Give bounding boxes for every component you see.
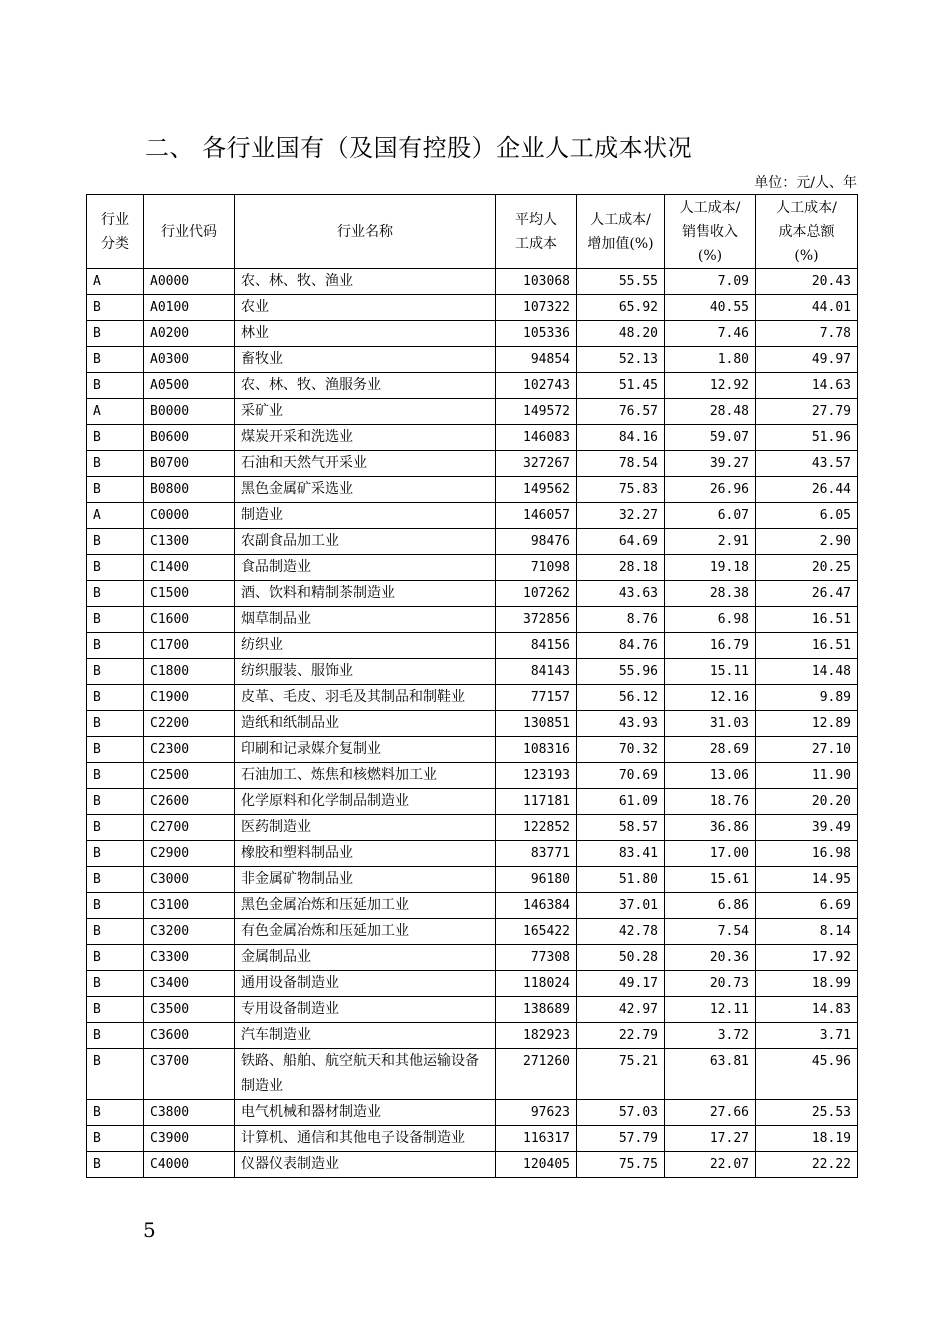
cost-added-value-cell: 84.76 <box>577 633 665 659</box>
cost-sales-cell: 28.69 <box>665 737 756 763</box>
cost-sales-cell: 6.07 <box>665 503 756 529</box>
cost-added-value-cell: 50.28 <box>577 945 665 971</box>
industry-category-cell: B <box>87 763 144 789</box>
table-row <box>87 451 858 477</box>
cost-total-cell: 25.53 <box>756 1100 858 1126</box>
industry-category-cell: B <box>87 529 144 555</box>
cost-added-value-cell: 75.21 <box>577 1049 665 1100</box>
header-avg-cost: 平均人 工成本 <box>496 195 577 269</box>
avg-cost-cell: 97623 <box>496 1100 577 1126</box>
industry-code-cell: C2300 <box>144 737 235 763</box>
cost-total-cell: 8.14 <box>756 919 858 945</box>
industry-code-cell: C2700 <box>144 815 235 841</box>
industry-name-cell: 化学原料和化学制品制造业 <box>235 789 496 815</box>
avg-cost-cell: 96180 <box>496 867 577 893</box>
table-row <box>87 607 858 633</box>
table-row <box>87 555 858 581</box>
cost-sales-cell: 12.16 <box>665 685 756 711</box>
industry-name-cell: 林业 <box>235 321 496 347</box>
avg-cost-cell: 165422 <box>496 919 577 945</box>
cost-total-cell: 20.43 <box>756 269 858 295</box>
table-row <box>87 347 858 373</box>
industry-code-cell: B0600 <box>144 425 235 451</box>
industry-name-cell: 农副食品加工业 <box>235 529 496 555</box>
page-heading: 二、 各行业国有（及国有控股）企业人工成本状况 <box>145 134 693 162</box>
cost-added-value-cell: 83.41 <box>577 841 665 867</box>
cost-sales-cell: 31.03 <box>665 711 756 737</box>
cost-total-cell: 11.90 <box>756 763 858 789</box>
cost-sales-cell: 6.86 <box>665 893 756 919</box>
cost-total-cell: 16.98 <box>756 841 858 867</box>
industry-name-cell: 专用设备制造业 <box>235 997 496 1023</box>
avg-cost-cell: 182923 <box>496 1023 577 1049</box>
industry-name-cell: 畜牧业 <box>235 347 496 373</box>
industry-name-cell: 农、林、牧、渔服务业 <box>235 373 496 399</box>
table-row <box>87 1126 858 1152</box>
cost-added-value-cell: 37.01 <box>577 893 665 919</box>
cost-added-value-cell: 43.63 <box>577 581 665 607</box>
cost-total-cell: 44.01 <box>756 295 858 321</box>
industry-category-cell: B <box>87 581 144 607</box>
industry-code-cell: B0000 <box>144 399 235 425</box>
industry-category-cell: B <box>87 477 144 503</box>
cost-total-cell: 18.99 <box>756 971 858 997</box>
avg-cost-cell: 118024 <box>496 971 577 997</box>
avg-cost-cell: 84156 <box>496 633 577 659</box>
industry-category-cell: B <box>87 789 144 815</box>
table-row <box>87 685 858 711</box>
industry-name-cell: 烟草制品业 <box>235 607 496 633</box>
avg-cost-cell: 122852 <box>496 815 577 841</box>
industry-category-cell: B <box>87 425 144 451</box>
industry-name-cell: 电气机械和器材制造业 <box>235 1100 496 1126</box>
cost-added-value-cell: 32.27 <box>577 503 665 529</box>
table-row <box>87 1100 858 1126</box>
avg-cost-cell: 94854 <box>496 347 577 373</box>
avg-cost-cell: 130851 <box>496 711 577 737</box>
cost-added-value-cell: 75.83 <box>577 477 665 503</box>
table-row <box>87 659 858 685</box>
cost-total-cell: 20.20 <box>756 789 858 815</box>
industry-code-cell: C3500 <box>144 997 235 1023</box>
cost-added-value-cell: 70.69 <box>577 763 665 789</box>
industry-name-cell: 食品制造业 <box>235 555 496 581</box>
cost-sales-cell: 59.07 <box>665 425 756 451</box>
cost-sales-cell: 20.36 <box>665 945 756 971</box>
table-row <box>87 1049 858 1100</box>
industry-code-cell: C3900 <box>144 1126 235 1152</box>
cost-total-cell: 16.51 <box>756 633 858 659</box>
cost-sales-cell: 27.66 <box>665 1100 756 1126</box>
cost-added-value-cell: 57.03 <box>577 1100 665 1126</box>
industry-code-cell: C3400 <box>144 971 235 997</box>
table-row <box>87 763 858 789</box>
table-row <box>87 997 858 1023</box>
cost-added-value-cell: 28.18 <box>577 555 665 581</box>
table-row <box>87 477 858 503</box>
cost-total-cell: 7.78 <box>756 321 858 347</box>
cost-added-value-cell: 42.78 <box>577 919 665 945</box>
table-row <box>87 737 858 763</box>
cost-sales-cell: 28.48 <box>665 399 756 425</box>
table-row <box>87 711 858 737</box>
industry-category-cell: B <box>87 633 144 659</box>
cost-sales-cell: 7.46 <box>665 321 756 347</box>
cost-total-cell: 17.92 <box>756 945 858 971</box>
industry-code-cell: A0100 <box>144 295 235 321</box>
avg-cost-cell: 146083 <box>496 425 577 451</box>
table-row <box>87 893 858 919</box>
cost-sales-cell: 36.86 <box>665 815 756 841</box>
industry-name-cell: 石油加工、炼焦和核燃料加工业 <box>235 763 496 789</box>
table-row <box>87 373 858 399</box>
table-row <box>87 789 858 815</box>
cost-sales-cell: 12.11 <box>665 997 756 1023</box>
cost-total-cell: 22.22 <box>756 1152 858 1178</box>
industry-category-cell: B <box>87 815 144 841</box>
cost-added-value-cell: 22.79 <box>577 1023 665 1049</box>
industry-name-cell: 纺织服装、服饰业 <box>235 659 496 685</box>
industry-name-cell: 黑色金属冶炼和压延加工业 <box>235 893 496 919</box>
industry-name-cell: 铁路、船舶、航空航天和其他运输设备制造业 <box>235 1049 496 1100</box>
avg-cost-cell: 107262 <box>496 581 577 607</box>
cost-total-cell: 49.97 <box>756 347 858 373</box>
cost-added-value-cell: 49.17 <box>577 971 665 997</box>
cost-total-cell: 20.25 <box>756 555 858 581</box>
industry-name-cell: 仪器仪表制造业 <box>235 1152 496 1178</box>
cost-total-cell: 51.96 <box>756 425 858 451</box>
industry-name-cell: 纺织业 <box>235 633 496 659</box>
cost-total-cell: 43.57 <box>756 451 858 477</box>
avg-cost-cell: 105336 <box>496 321 577 347</box>
industry-name-cell: 农业 <box>235 295 496 321</box>
cost-sales-cell: 63.81 <box>665 1049 756 1100</box>
industry-code-cell: C3600 <box>144 1023 235 1049</box>
industry-name-cell: 汽车制造业 <box>235 1023 496 1049</box>
industry-category-cell: B <box>87 347 144 373</box>
header-cost-total: 人工成本/ 成本总额 (%) <box>756 195 858 269</box>
industry-category-cell: A <box>87 269 144 295</box>
header-cost-added-value: 人工成本/ 增加值(%) <box>577 195 665 269</box>
cost-sales-cell: 6.98 <box>665 607 756 633</box>
avg-cost-cell: 107322 <box>496 295 577 321</box>
table-row <box>87 867 858 893</box>
industry-name-cell: 酒、饮料和精制茶制造业 <box>235 581 496 607</box>
cost-added-value-cell: 52.13 <box>577 347 665 373</box>
industry-category-cell: B <box>87 607 144 633</box>
table-body <box>87 269 858 1178</box>
cost-total-cell: 18.19 <box>756 1126 858 1152</box>
industry-category-cell: A <box>87 399 144 425</box>
cost-total-cell: 14.63 <box>756 373 858 399</box>
industry-code-cell: C2200 <box>144 711 235 737</box>
cost-added-value-cell: 76.57 <box>577 399 665 425</box>
industry-name-cell: 煤炭开采和洗选业 <box>235 425 496 451</box>
cost-added-value-cell: 51.45 <box>577 373 665 399</box>
header-cost-sales: 人工成本/ 销售收入 (%) <box>665 195 756 269</box>
industry-code-cell: C1700 <box>144 633 235 659</box>
cost-sales-cell: 40.55 <box>665 295 756 321</box>
industry-code-cell: C2600 <box>144 789 235 815</box>
cost-total-cell: 26.44 <box>756 477 858 503</box>
avg-cost-cell: 84143 <box>496 659 577 685</box>
industry-code-cell: C4000 <box>144 1152 235 1178</box>
industry-code-cell: A0300 <box>144 347 235 373</box>
table-row <box>87 503 858 529</box>
industry-category-cell: B <box>87 1023 144 1049</box>
industry-code-cell: B0800 <box>144 477 235 503</box>
cost-added-value-cell: 78.54 <box>577 451 665 477</box>
avg-cost-cell: 116317 <box>496 1126 577 1152</box>
avg-cost-cell: 271260 <box>496 1049 577 1100</box>
industry-category-cell: B <box>87 737 144 763</box>
avg-cost-cell: 146384 <box>496 893 577 919</box>
avg-cost-cell: 117181 <box>496 789 577 815</box>
table-row <box>87 919 858 945</box>
cost-total-cell: 9.89 <box>756 685 858 711</box>
cost-added-value-cell: 51.80 <box>577 867 665 893</box>
industry-code-cell: C0000 <box>144 503 235 529</box>
cost-sales-cell: 7.09 <box>665 269 756 295</box>
industry-name-cell: 造纸和纸制品业 <box>235 711 496 737</box>
labor-cost-table <box>86 194 858 1178</box>
industry-category-cell: B <box>87 685 144 711</box>
industry-code-cell: C3100 <box>144 893 235 919</box>
avg-cost-cell: 327267 <box>496 451 577 477</box>
table-row <box>87 945 858 971</box>
header-name: 行业名称 <box>235 195 496 269</box>
industry-name-cell: 计算机、通信和其他电子设备制造业 <box>235 1126 496 1152</box>
industry-category-cell: B <box>87 659 144 685</box>
cost-sales-cell: 2.91 <box>665 529 756 555</box>
cost-added-value-cell: 55.55 <box>577 269 665 295</box>
table-row <box>87 971 858 997</box>
cost-added-value-cell: 43.93 <box>577 711 665 737</box>
table-row <box>87 581 858 607</box>
industry-category-cell: B <box>87 841 144 867</box>
industry-category-cell: B <box>87 373 144 399</box>
industry-name-cell: 印刷和记录媒介复制业 <box>235 737 496 763</box>
industry-category-cell: B <box>87 1049 144 1100</box>
industry-code-cell: C1900 <box>144 685 235 711</box>
industry-name-cell: 石油和天然气开采业 <box>235 451 496 477</box>
table-row <box>87 425 858 451</box>
industry-category-cell: B <box>87 555 144 581</box>
industry-name-cell: 通用设备制造业 <box>235 971 496 997</box>
industry-name-cell: 制造业 <box>235 503 496 529</box>
cost-added-value-cell: 42.97 <box>577 997 665 1023</box>
table-row <box>87 295 858 321</box>
avg-cost-cell: 98476 <box>496 529 577 555</box>
industry-code-cell: C3000 <box>144 867 235 893</box>
industry-category-cell: B <box>87 1126 144 1152</box>
industry-code-cell: A0200 <box>144 321 235 347</box>
avg-cost-cell: 372856 <box>496 607 577 633</box>
page-number: 5 <box>143 1218 156 1242</box>
industry-category-cell: B <box>87 867 144 893</box>
table-row <box>87 269 858 295</box>
cost-sales-cell: 18.76 <box>665 789 756 815</box>
cost-added-value-cell: 65.92 <box>577 295 665 321</box>
cost-total-cell: 3.71 <box>756 1023 858 1049</box>
table-row <box>87 529 858 555</box>
cost-sales-cell: 39.27 <box>665 451 756 477</box>
industry-category-cell: B <box>87 451 144 477</box>
header-category: 行业 分类 <box>87 195 144 269</box>
cost-sales-cell: 12.92 <box>665 373 756 399</box>
table-row <box>87 1152 858 1178</box>
industry-category-cell: B <box>87 295 144 321</box>
table-row <box>87 815 858 841</box>
cost-total-cell: 27.10 <box>756 737 858 763</box>
cost-sales-cell: 15.11 <box>665 659 756 685</box>
cost-added-value-cell: 8.76 <box>577 607 665 633</box>
industry-name-cell: 非金属矿物制品业 <box>235 867 496 893</box>
avg-cost-cell: 77308 <box>496 945 577 971</box>
cost-total-cell: 14.83 <box>756 997 858 1023</box>
cost-added-value-cell: 64.69 <box>577 529 665 555</box>
cost-sales-cell: 7.54 <box>665 919 756 945</box>
industry-name-cell: 有色金属冶炼和压延加工业 <box>235 919 496 945</box>
table-row <box>87 633 858 659</box>
industry-name-cell: 金属制品业 <box>235 945 496 971</box>
cost-added-value-cell: 70.32 <box>577 737 665 763</box>
industry-name-cell: 橡胶和塑料制品业 <box>235 841 496 867</box>
avg-cost-cell: 77157 <box>496 685 577 711</box>
industry-name-cell: 皮革、毛皮、羽毛及其制品和制鞋业 <box>235 685 496 711</box>
avg-cost-cell: 108316 <box>496 737 577 763</box>
industry-code-cell: A0000 <box>144 269 235 295</box>
industry-code-cell: C2500 <box>144 763 235 789</box>
cost-added-value-cell: 84.16 <box>577 425 665 451</box>
industry-category-cell: B <box>87 945 144 971</box>
unit-note: 单位：元/人、年 <box>754 175 857 191</box>
cost-total-cell: 6.69 <box>756 893 858 919</box>
table-row <box>87 321 858 347</box>
industry-code-cell: C1600 <box>144 607 235 633</box>
industry-category-cell: B <box>87 919 144 945</box>
cost-added-value-cell: 57.79 <box>577 1126 665 1152</box>
avg-cost-cell: 102743 <box>496 373 577 399</box>
cost-total-cell: 2.90 <box>756 529 858 555</box>
industry-name-cell: 黑色金属矿采选业 <box>235 477 496 503</box>
cost-total-cell: 6.05 <box>756 503 858 529</box>
header-code: 行业代码 <box>144 195 235 269</box>
cost-total-cell: 14.48 <box>756 659 858 685</box>
cost-total-cell: 16.51 <box>756 607 858 633</box>
avg-cost-cell: 138689 <box>496 997 577 1023</box>
cost-sales-cell: 17.00 <box>665 841 756 867</box>
cost-added-value-cell: 55.96 <box>577 659 665 685</box>
industry-category-cell: B <box>87 711 144 737</box>
industry-name-cell: 采矿业 <box>235 399 496 425</box>
industry-code-cell: C3800 <box>144 1100 235 1126</box>
cost-added-value-cell: 61.09 <box>577 789 665 815</box>
table-row <box>87 399 858 425</box>
industry-name-cell: 医药制造业 <box>235 815 496 841</box>
cost-added-value-cell: 75.75 <box>577 1152 665 1178</box>
industry-code-cell: C1500 <box>144 581 235 607</box>
cost-sales-cell: 3.72 <box>665 1023 756 1049</box>
cost-total-cell: 39.49 <box>756 815 858 841</box>
cost-sales-cell: 17.27 <box>665 1126 756 1152</box>
avg-cost-cell: 120405 <box>496 1152 577 1178</box>
table-row <box>87 1023 858 1049</box>
cost-total-cell: 45.96 <box>756 1049 858 1100</box>
cost-added-value-cell: 56.12 <box>577 685 665 711</box>
table-header-row <box>87 195 858 269</box>
avg-cost-cell: 83771 <box>496 841 577 867</box>
cost-sales-cell: 15.61 <box>665 867 756 893</box>
avg-cost-cell: 71098 <box>496 555 577 581</box>
industry-code-cell: C1800 <box>144 659 235 685</box>
industry-category-cell: B <box>87 1100 144 1126</box>
industry-category-cell: B <box>87 893 144 919</box>
cost-sales-cell: 28.38 <box>665 581 756 607</box>
cost-sales-cell: 16.79 <box>665 633 756 659</box>
industry-category-cell: B <box>87 1152 144 1178</box>
avg-cost-cell: 149562 <box>496 477 577 503</box>
cost-total-cell: 27.79 <box>756 399 858 425</box>
industry-code-cell: C1400 <box>144 555 235 581</box>
industry-code-cell: C3200 <box>144 919 235 945</box>
cost-total-cell: 14.95 <box>756 867 858 893</box>
industry-category-cell: B <box>87 997 144 1023</box>
avg-cost-cell: 149572 <box>496 399 577 425</box>
table-row <box>87 841 858 867</box>
cost-sales-cell: 22.07 <box>665 1152 756 1178</box>
industry-code-cell: C3700 <box>144 1049 235 1100</box>
industry-category-cell: B <box>87 321 144 347</box>
industry-code-cell: A0500 <box>144 373 235 399</box>
cost-sales-cell: 26.96 <box>665 477 756 503</box>
industry-category-cell: A <box>87 503 144 529</box>
avg-cost-cell: 103068 <box>496 269 577 295</box>
industry-code-cell: B0700 <box>144 451 235 477</box>
cost-sales-cell: 19.18 <box>665 555 756 581</box>
industry-category-cell: B <box>87 971 144 997</box>
cost-added-value-cell: 58.57 <box>577 815 665 841</box>
industry-code-cell: C1300 <box>144 529 235 555</box>
cost-sales-cell: 20.73 <box>665 971 756 997</box>
avg-cost-cell: 146057 <box>496 503 577 529</box>
industry-name-cell: 农、林、牧、渔业 <box>235 269 496 295</box>
industry-code-cell: C3300 <box>144 945 235 971</box>
cost-total-cell: 26.47 <box>756 581 858 607</box>
cost-added-value-cell: 48.20 <box>577 321 665 347</box>
avg-cost-cell: 123193 <box>496 763 577 789</box>
cost-total-cell: 12.89 <box>756 711 858 737</box>
cost-sales-cell: 13.06 <box>665 763 756 789</box>
industry-code-cell: C2900 <box>144 841 235 867</box>
cost-sales-cell: 1.80 <box>665 347 756 373</box>
